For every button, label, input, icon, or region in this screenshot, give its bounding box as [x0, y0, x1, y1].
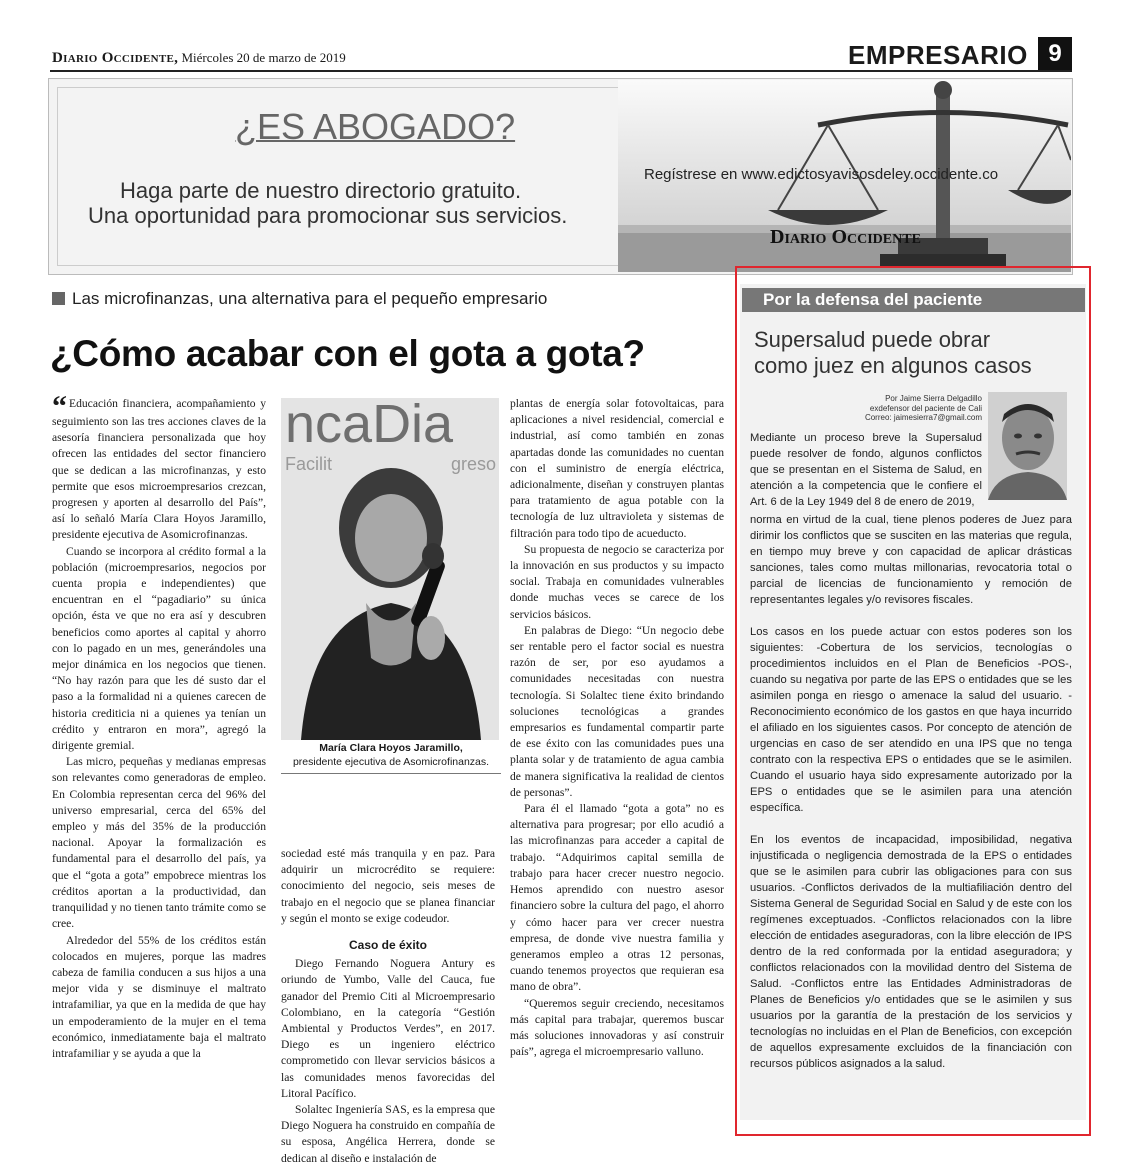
- masthead: [52, 50, 346, 67]
- article-column-3: [510, 396, 724, 1060]
- page-number: 9: [1038, 37, 1072, 71]
- sidebar-paragraph: En los eventos de incapacidad, imposibilidad, negativa injustificada o negligencia demostrada de la EPS o entidades que se le asimilen para cubrir las obligaciones para con sus usuarios. -Conflictos derivados de la multiafiliación dentro del Sistema General de Seguridad Social en Salud y de este con los regímenes exceptuados. -Conflictos relacionados con la libre elección de entidades aseguradoras, con la libre elección de IPS dentro de la red conformada por la entidad aseguradora; y conflictos relacionados con la movilidad dentro del Sistema de Salud. -Conflictos entre las Entidades Administradoras de Planes de Beneficios y/o entidades que se le asimilen y sus usuarios por la garantía de la prestación de los servicios y tecnologías no incluidas en el Plan de Beneficios, con excepción de aquellos expresamente excluidos de la financiación con recursos públicos asignados a la salud.: [750, 834, 1072, 1070]
- photo-caption-role: presidente ejecutiva de Asomicrofinanzas.: [292, 756, 490, 768]
- article-paragraph: Solaltec Ingeniería SAS, es la empresa que Diego Noguera ha construido en compañía de su esposa, Angélica Herrera, donde se dedican al diseño e instalación de: [281, 1103, 495, 1165]
- article-subhead: Caso de éxito: [348, 938, 428, 953]
- sidebar-paragraph: Los casos en los puede actuar con estos poderes son los siguientes: -Cobertura de los servicios, tecnologías o procedimientos incluidos en el Plan de Beneficios -POS-, cuando su negativa por parte de las EPS o entidades que se les asimilen ponga en riesgo o amenace la salud del usuario. -Reconocimiento económico de los gastos en que haya incurrido el afiliado en los siguientes casos. Por concepto de atención de urgencias en caso de ser atendido en una IPS que no tenga contrato con la respectiva EPS o entidades que se le asimilen. Cuando el usuario haya sido expresamente autorizado por la EPS o entidades que se le asimilen para una atención específica.: [750, 626, 1072, 814]
- byline-author: Por Jaime Sierra Delgadillo: [885, 394, 982, 403]
- section-title: EMPRESARIO: [848, 40, 1028, 70]
- photo-backdrop-small: Facilit: [285, 454, 333, 474]
- woman-with-microphone-photo: [281, 398, 499, 740]
- photo-backdrop-small-2: greso: [451, 454, 497, 474]
- author-portrait: [988, 392, 1067, 500]
- photo-backdrop-text: ncaDia: [285, 398, 454, 454]
- sidebar-title-line-1: Supersalud puede obrar: [754, 327, 991, 352]
- article-paragraph: plantas de energía solar fotovoltaicas, para aplicaciones a nivel residencial, comercial e industrial, así como también en zonas apartadas donde las comunidades no cuentan con el suministro de energía eléctrica, adicionalmente, diseñan y construyen plantas para tratamiento de agua potable con la tecnología de luz ultravioleta y sistemas de filtración para todo tipo de acueducto.: [510, 397, 724, 540]
- issue-date: Miércoles 20 de marzo de 2019: [181, 50, 346, 65]
- photo-caption-name: María Clara Hoyos Jaramillo,: [319, 742, 463, 754]
- ad-title: ¿ES ABOGADO?: [235, 106, 516, 147]
- sidebar-paragraph: norma en virtud de la cual, tiene plenos poderes de Juez para dirimir los conflictos que se susciten en las materias que regula, en tiempo muy breve y con capacidad de aplicar drásticas sanciones, tales como multas millonarias, revocatoria total o parcial de licencias de funcionamiento y remoción de representantes legales y/o revisores fiscales.: [750, 514, 1072, 606]
- article-paragraph: Cuando se incorpora al crédito formal a la población (microempresarios, negocios por cuenta propia e independientes) que encuentran en el “pagadiario” su única opción, ésta ve que no era así y descubren beneficios como aportes al capital y ahorro con lo pagado en un mes, generándoles una mejor dinámica en los negocios que tienen. “No hay razón para que les dé susto dar el paso a la formalidad ni a quienes carecen de historia crediticia ni a quienes ya tenían un crédito y entraron en mora”, agregó la dirigente gremial.: [52, 544, 266, 753]
- author-portrait-photo: [988, 392, 1067, 500]
- sidebar-title-line-2: como juez en algunos casos: [754, 353, 1032, 378]
- sidebar-paragraph-intro: Mediante un proceso breve la Supersalud puede resolver de fondo, algunos conflictos que se presentan en el Sistema de Salud, en atención a la competencia que le confiere el Art. 6 de la Ley 1949 del 8 de enero de 2019,: [750, 432, 982, 508]
- article-paragraph: “Queremos seguir creciendo, necesitamos más capital para trabajar, queremos buscar más soluciones innovadoras y así construir país”, agrega el microempresario valluno.: [510, 996, 724, 1059]
- article-headline: ¿Cómo acabar con el gota a gota?: [50, 333, 645, 374]
- open-quote-icon: “: [52, 390, 67, 423]
- article-paragraph: Para él el llamado “gota a gota” no es alternativa para progresar; por ello acudió a las microfinanzas para acceder a capital de trabajo. “Adquirimos capital semilla de trabajo para hacer crecer nuestro negocio. Hemos aprendido con nuestro asesor financiero sobre la cultura del pago, el ahorro y cómo hacer para ver crecer nuestra empresa, de donde vive nuestra familia y generamos empleo a otras 12 personas, cuando tenemos proyectos que requieran esa mano de obra”.: [510, 802, 724, 994]
- byline-email[interactable]: Correo: jaimesierra7@gmail.com: [864, 413, 982, 422]
- kicker-text: Las microfinanzas, una alternativa para el pequeño empresario: [72, 289, 548, 308]
- ad-register-url[interactable]: Regístrese en www.edictosyavisosdeley.occidente.co: [644, 166, 999, 183]
- kicker-square-icon: [52, 292, 65, 305]
- article-photo: [281, 398, 499, 740]
- article-paragraph: En palabras de Diego: “Un negocio debe ser rentable pero el factor social es nuestra razón de ser, por eso ayudamos a comunidades necesitadas con nuestra tecnología. Si Solaltec tiene éxito brindando soluciones tecnológicas a grandes empresarios es fundamental compartir parte de ese éxito con las comunidades pues una planta solar y de tratamiento de agua cambia de manera significativa la realidad de cientos de personas”.: [510, 623, 724, 799]
- header-rule: [50, 70, 1072, 72]
- byline-role: exdefensor del paciente de Cali: [869, 403, 982, 413]
- ad-text-line-1: Haga parte de nuestro directorio gratuito.: [120, 178, 522, 203]
- article-paragraph: sociedad esté más tranquila y en paz. Para adquirir un microcrédito se requiere: conocimiento del negocio, seis meses de trabajo en el negocio que se planea financiar y según el monto se exige codeudor.: [281, 847, 495, 925]
- ad-brand-logo: Diario Occidente: [770, 226, 921, 248]
- sidebar-title: [754, 327, 1032, 379]
- article-column-2: [281, 846, 495, 1167]
- sidebar-band: Por la defensa del paciente: [742, 288, 1085, 312]
- article-paragraph: Diego Fernando Noguera Antury es oriundo de Yumbo, Valle del Cauca, fue ganador del Premio Citi al Microempresario Colombiano, en la categoría “Gestión Ambiental y Productos Verdes”, en 2017. Diego es un ingeniero eléctrico comprometido con llevar servicios básicos a las comunidades menos favorecidas del Litoral Pacífico.: [281, 957, 495, 1100]
- article-paragraph: Las micro, pequeñas y medianas empresas son relevantes como generadoras de empleo. En Colombia representan cerca del 96% del universo empresarial, cerca del 65% del empleo y más del 35% de la producción nacional. Apoyar la formalización es fundamental para el desarrollo del país, ya que el “gota a gota” empobrece mientras los créditos aportan a la productividad, dan tranquilidad y no tienen tanto trámite como se cree.: [52, 755, 266, 931]
- article-paragraph: “ Educación financiera, acompañamiento y seguimiento son las tres acciones claves de la asesoría financiera personalizada que hoy ofrecen las entidades del sector financiero que se dedican a las microfinanzas, y esto permite que esos microempresarios crezcan, progresen y aporten al desarrollo del País”, así lo señaló María Clara Hoyos Jaramillo, presidente ejecutiva de Asomicrofinanzas.: [52, 390, 266, 542]
- caption-rule: [281, 773, 501, 774]
- sidebar-body: [750, 512, 1072, 1088]
- newspaper-name: Diario Occidente,: [52, 50, 179, 66]
- ad-text-line-2: Una oportunidad para promocionar sus servicios.: [88, 203, 568, 228]
- article-paragraph: Alrededor del 55% de los créditos están colocados en mujeres, porque las madres cabeza de familia conducen a sus hijos a una mejor vida y se disminuye el maltrato intrafamiliar, ya que en la medida de que hay un empoderamiento de la mujer en el tema económico, inmediatamente baja el maltrato intrafamiliar y se ayuda a que la: [52, 933, 266, 1060]
- article-paragraph: Su propuesta de negocio se caracteriza por la innovación en sus productos y su impacto social. Trabaja en comunidades vulnerables donde muchas veces se carece de los servicios básicos.: [510, 542, 724, 621]
- article-column-1: [52, 390, 266, 1062]
- sidebar-byline: [840, 394, 982, 423]
- article-kicker: [52, 289, 547, 309]
